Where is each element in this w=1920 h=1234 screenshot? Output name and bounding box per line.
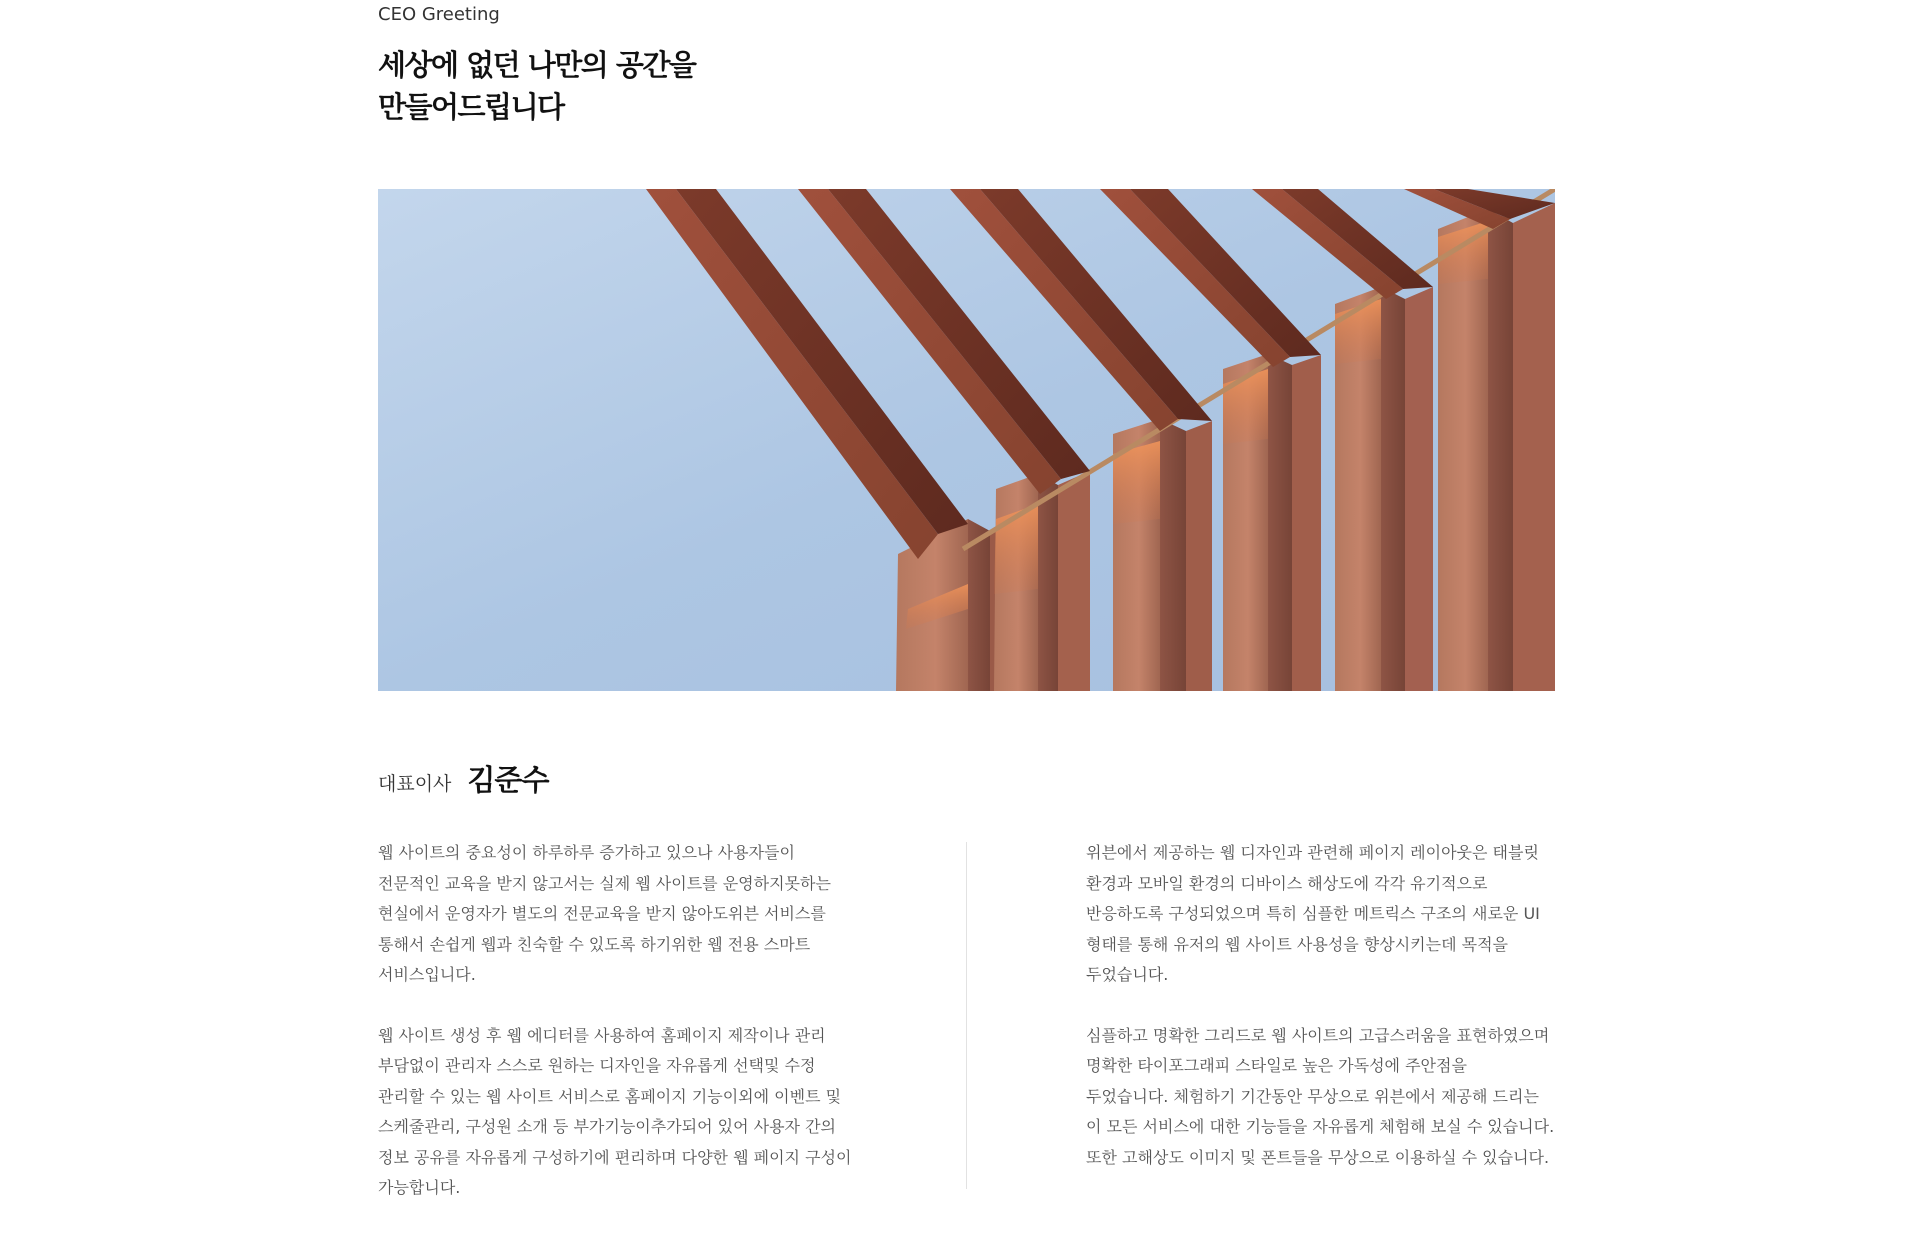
ceo-name: 김준수 [467,763,549,797]
page-title [378,44,695,128]
column-divider [966,842,967,1189]
headline-line-1: 세상에 없던 나만의 공간을 [378,48,696,82]
greeting-column-left [378,838,878,1234]
paragraph: 심플하고 명확한 그리드로 웹 사이트의 고급스러움을 표현하였으며 명확한 타이포그래피 스타일로 높은 가독성에 주안점을 두었습니다. 체험하기 기간동안 무상으로 위븐에서 제공해 드리는 이 모든 서비스에 대한 기능들을 자유롭게 체험해 보실 수 있습니다. 또한 고해상도 이미지 및 폰트들을 무상으로 이용하실 수 있습니다. [1086,1025,1555,1167]
ceo-role: 대표이사 [378,773,452,795]
paragraph: 웹 사이트의 중요성이 하루하루 증가하고 있으나 사용자들이 전문적인 교육을 받지 않고서는 실제 웹 사이트를 운영하지못하는 현실에서 운영자가 별도의 전문교육을 받지 않아도위븐 서비스를 통해서 손쉽게 웹과 친숙할 수 있도록 하기위한 웹 전용 스마트 서비스입니다. [378,843,831,984]
ceo-signature [378,758,548,799]
headline-line-2: 만들어드립니다 [378,90,564,124]
hero-image [378,189,1555,691]
paragraph: 웹 사이트 생성 후 웹 에디터를 사용하여 홈페이지 제작이나 관리 부담없이 관리자 스스로 원하는 디자인을 자유롭게 선택및 수정 관리할 수 있는 웹 사이트 서비스로 홈페이지 기능이외에 이벤트 및 스케줄관리, 구성원 소개 등 부가기능이추가되어 있어 사용자 간의 정보 공유를 자유롭게 구성하기에 편리하며 다양한 웹 페이지 구성이 가능합니다. [378,1025,852,1197]
section-eyebrow: CEO Greeting [378,4,500,25]
architecture-photo [378,189,1555,691]
greeting-column-right [1086,838,1586,1203]
paragraph: 위븐에서 제공하는 웹 디자인과 관련해 페이지 레이아웃은 태블릿 환경과 모바일 환경의 디바이스 해상도에 각각 유기적으로 반응하도록 구성되었으며 특히 심플한 메트릭스 구조의 새로운 UI 형태를 통해 유저의 웹 사이트 사용성을 향상시키는데 목적을 두었습니다. [1086,843,1540,984]
